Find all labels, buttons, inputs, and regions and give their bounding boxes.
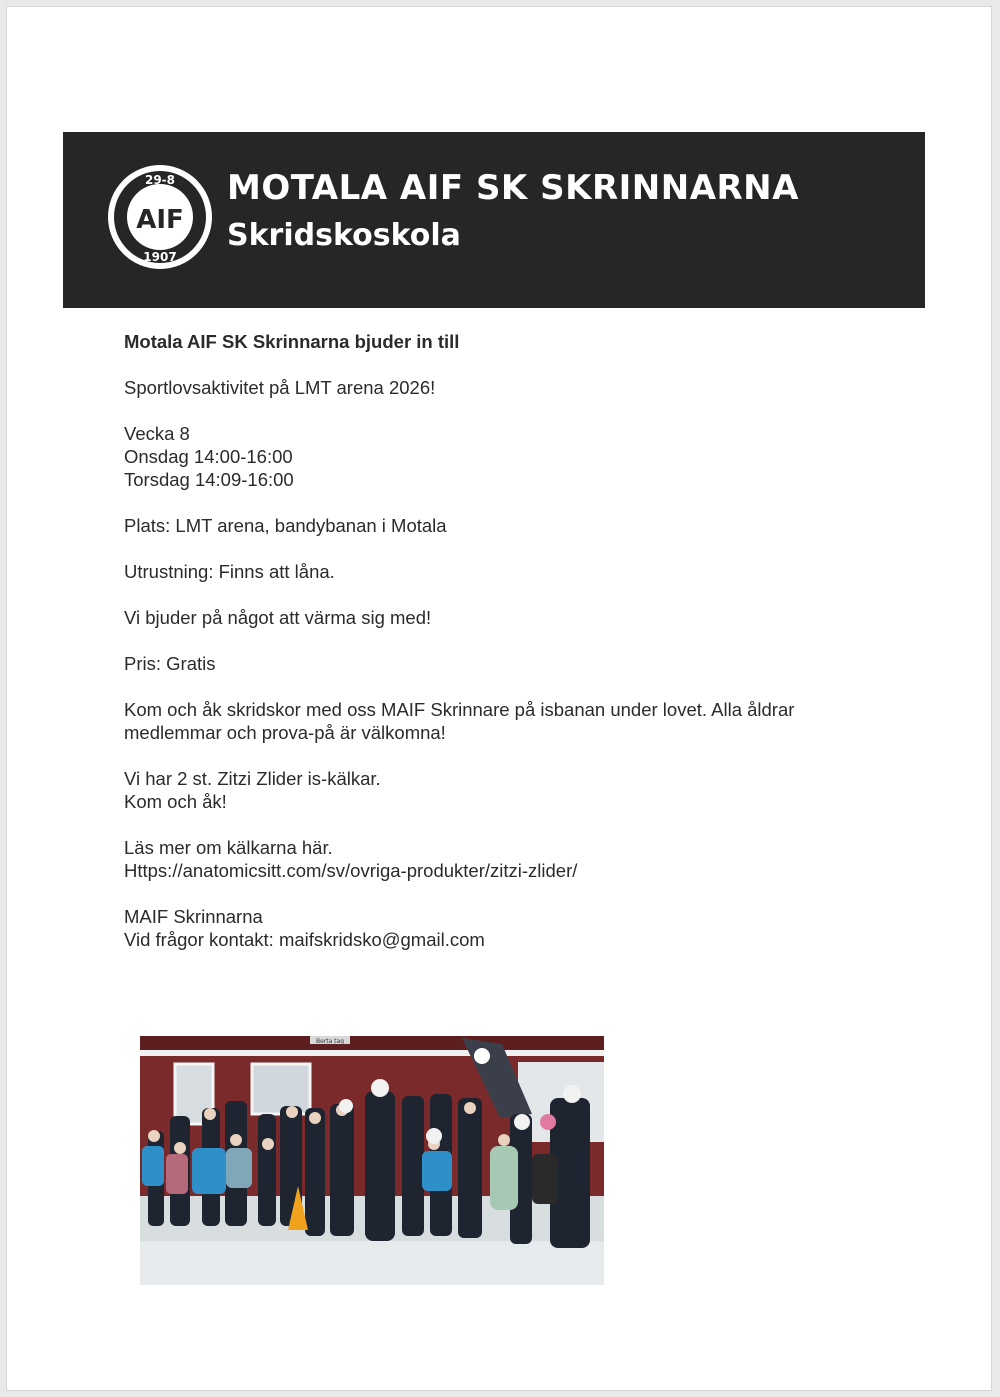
equipment-text: Utrustning: Finns att låna. [124, 561, 335, 582]
club-logo [107, 164, 213, 270]
product-link[interactable]: Https://anatomicsitt.com/sv/ovriga-produkter/zitzi-zlider/ [124, 860, 578, 881]
banner-title: MOTALA AIF SK SKRINNARNA [227, 168, 799, 208]
activity-text: Sportlovsaktivitet på LMT arena 2026! [124, 377, 436, 398]
intro-text: Motala AIF SK Skrinnarna bjuder in till [124, 331, 460, 352]
logo-top-text: 29-8 [144, 173, 176, 187]
place-text: Plats: LMT arena, bandybanan i Motala [124, 515, 447, 536]
read-more-block [124, 836, 884, 882]
schedule-thursday: Torsdag 14:09-16:00 [124, 469, 294, 490]
contact-text: Vid frågor kontakt: maifskridsko@gmail.com [124, 929, 485, 950]
price-text: Pris: Gratis [124, 653, 216, 674]
photo-sign-text: Berta tag [315, 1038, 345, 1045]
signature-text: MAIF Skrinnarna [124, 906, 263, 927]
invite-block [124, 698, 884, 744]
read-more-text: Läs mer om kälkarna här. [124, 837, 333, 858]
sleds-block [124, 767, 884, 813]
offer-text: Vi bjuder på något att värma sig med! [124, 607, 432, 628]
logo-center-text: AIF [136, 205, 184, 235]
group-photo [140, 1036, 604, 1285]
document-page [6, 6, 992, 1391]
group-photo-illustration [140, 1036, 604, 1285]
document-body [124, 330, 884, 974]
signature-block [124, 905, 884, 951]
invite-line-2: medlemmar och prova-på är välkomna! [124, 722, 446, 743]
header-banner [63, 132, 925, 308]
sleds-line-1: Vi har 2 st. Zitzi Zlider is-kälkar. [124, 768, 381, 789]
schedule-block [124, 422, 884, 491]
schedule-week: Vecka 8 [124, 423, 190, 444]
sleds-line-2: Kom och åk! [124, 791, 227, 812]
banner-subtitle: Skridskoskola [227, 218, 461, 253]
invite-line-1: Kom och åk skridskor med oss MAIF Skrinnare på isbanan under lovet. Alla åldrar [124, 699, 795, 720]
schedule-wednesday: Onsdag 14:00-16:00 [124, 446, 293, 467]
logo-bottom-text: 1907 [143, 250, 177, 264]
